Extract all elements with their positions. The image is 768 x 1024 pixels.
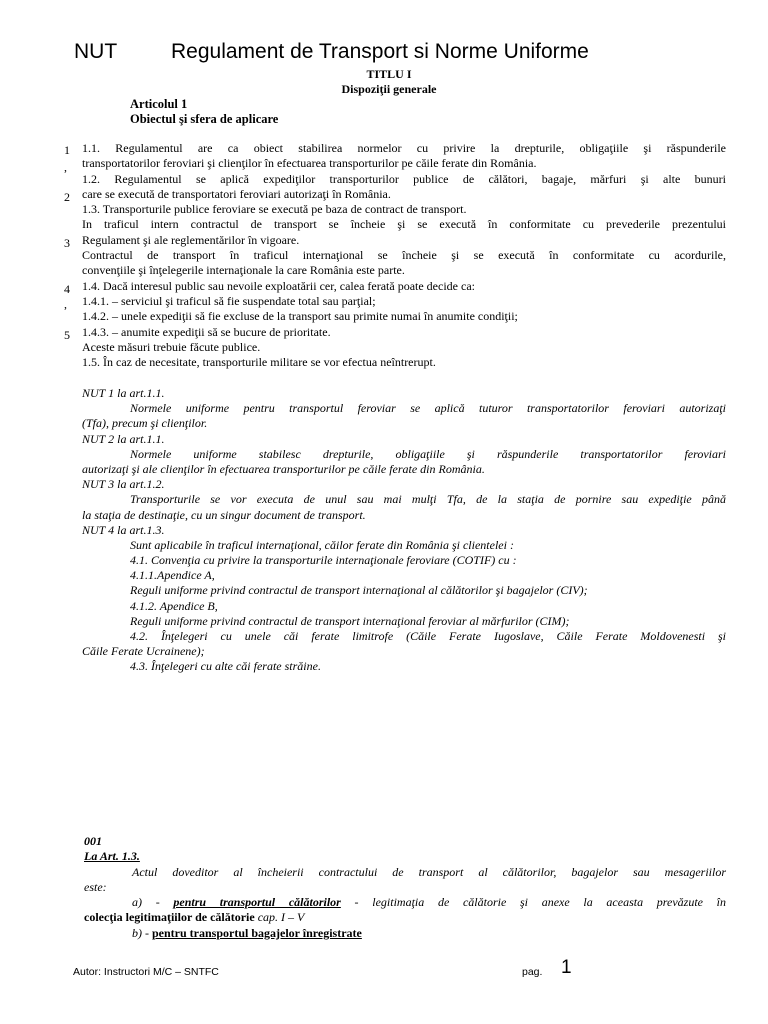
body-line: 1.3. Transporturile publice feroviare se execută pe baza de contract de transport. xyxy=(82,202,467,217)
title-subtitle: Dispoziţii generale xyxy=(341,82,437,96)
article-body xyxy=(82,141,726,370)
nut-heading: NUT 1 la art.1.1. xyxy=(82,386,165,400)
body-line: 1.5. În caz de necesitate, transporturile militare se vor efectua neîntrerupt. xyxy=(82,355,436,370)
footer-author: Autor: Instructori M/C – SNTFC xyxy=(73,966,219,978)
nut-line: Transporturile se vor executa de unul sau mai mulţi Tfa, de la staţia de pornire sau expediţie până xyxy=(130,492,726,507)
section-item-a-cont xyxy=(84,910,726,925)
body-line: 1.4. Dacă interesul public sau nevoile exploatării cer, calea ferată poate decide ca: xyxy=(82,278,475,293)
body-line: Regulament şi ale reglementărilor în vigoare. xyxy=(82,232,300,247)
body-line: In traficul intern contractul de transport se încheie şi se execută în conformitate cu prevederile prezentului xyxy=(82,217,726,232)
nut-line: Căile Ferate Ucrainene); xyxy=(82,644,205,659)
title-line: TITLU I xyxy=(366,67,412,81)
body-line: 1.4.3. – anumite expediţii să se bucure de prioritate. xyxy=(82,324,331,339)
item-b-prefix: b) - xyxy=(132,925,152,940)
item-a-rest: - legitimaţia de călătorie şi anexe la aceasta prevăzute în xyxy=(340,895,727,910)
section-item-b xyxy=(84,926,726,941)
nut-heading: NUT 4 la art.1.3. xyxy=(82,522,165,537)
section-line: este: xyxy=(84,879,107,894)
section-001 xyxy=(84,834,726,941)
nut-line: Normele uniforme pentru transportul feroviar se aplică tuturor transportatorilor feroviari autorizaţi xyxy=(130,401,726,416)
margin-number: , xyxy=(64,297,67,311)
nut-line: la staţia de destinaţie, cu un singur document de transport. xyxy=(82,507,366,522)
body-line: Contractul de transport în traficul internaţional se încheie şi se execută în conformitate cu acordurile, xyxy=(82,248,726,263)
body-line: convenţiile şi înţelegerile internaţionale la care România este parte. xyxy=(82,263,405,278)
body-line: care se execută de transportatori feroviari autorizaţi în România. xyxy=(82,186,391,201)
item-b-bold: pentru transportul bagajelor înregistrate xyxy=(152,925,362,940)
nut-line: 4.1. Convenţia cu privire la transporturile internaţionale feroviare (COTIF) cu : xyxy=(130,553,517,568)
margin-number: 3 xyxy=(64,236,70,250)
header-title: Regulament de Transport si Norme Uniforme xyxy=(171,40,589,63)
nut-line: Reguli uniforme privind contractul de transport internaţional al călătorilor şi bagajelor (CIV); xyxy=(130,583,588,598)
item-a2-bold: colecţia legitimaţiilor de călătorie xyxy=(84,910,255,925)
body-line: 1.4.1. – serviciul şi traficul să fie suspendate total sau parţial; xyxy=(82,293,376,308)
article-number: Articolul 1 xyxy=(130,97,188,111)
item-a-bold: pentru transportul călătorilor xyxy=(173,895,341,910)
nut-line: 4.2. Înţelegeri cu unele căi ferate limitrofe (Căile Ferate Iugoslave, Căile Ferate Moldovenesti şi xyxy=(130,629,726,643)
margin-number: 2 xyxy=(64,190,70,204)
section-code: 001 xyxy=(84,834,102,848)
margin-number: 4 xyxy=(64,282,70,296)
footer-page-number: 1 xyxy=(561,957,572,978)
nut-line: Reguli uniforme privind contractul de transport internaţional feroviar al mărfurilor (CIM); xyxy=(130,613,570,628)
body-line: 1.4.2. – unele expediţii să fie excluse de la transport sau primite numai în anumite condiţii; xyxy=(82,309,518,324)
section-ref: La Art. 1.3. xyxy=(84,849,140,864)
body-line: 1.1. Regulamentul are ca obiect stabilirea normelor cu privire la drepturile, obligaţiile şi răspunderile xyxy=(82,141,726,155)
margin-number: , xyxy=(64,160,67,174)
body-line: 1.2. Regulamentul se aplică expediţilor transporturilor publice de călători, bagaje, mărfuri şi alte bunuri xyxy=(82,171,726,186)
nut-notes xyxy=(82,386,726,675)
nut-heading: NUT 3 la art.1.2. xyxy=(82,477,165,492)
body-line: transportatorilor feroviari şi clienţilor în efectuarea transporturilor pe căile ferate din România. xyxy=(82,156,537,171)
footer-page-label: pag. xyxy=(522,966,543,978)
body-line: Aceste măsuri trebuie făcute publice. xyxy=(82,339,261,354)
nut-line: Sunt aplicabile în traficul internaţional, căilor ferate din România şi clientelei : xyxy=(130,537,514,552)
section-line: Actul doveditor al încheierii contractului de transport al călătorilor, bagajelor sau mesageriilor xyxy=(132,864,726,879)
header-left: NUT xyxy=(74,40,118,63)
nut-heading: NUT 2 la art.1.1. xyxy=(82,431,165,446)
nut-line: Normele uniforme stabilesc drepturile, obligaţiile şi răspunderile transportatorilor feroviari xyxy=(130,446,726,461)
nut-line: 4.1.2. Apendice B, xyxy=(130,598,218,613)
article-title: Obiectul şi sfera de aplicare xyxy=(130,112,279,126)
margin-number: 1 xyxy=(64,143,70,157)
nut-line: autorizaţi şi ale clienţilor în efectuarea transporturilor pe căile ferate din România. xyxy=(82,461,485,476)
margin-number: 5 xyxy=(64,328,70,342)
item-a2-rest: cap. I – V xyxy=(254,910,305,925)
nut-line: (Tfa), precum şi clienţilor. xyxy=(82,416,208,431)
item-a-prefix: a) - xyxy=(132,895,174,910)
section-item-a xyxy=(84,895,726,910)
nut-line: 4.3. Înţelegeri cu alte căi ferate străine. xyxy=(130,659,321,674)
nut-line: 4.1.1.Apendice A, xyxy=(130,568,215,583)
